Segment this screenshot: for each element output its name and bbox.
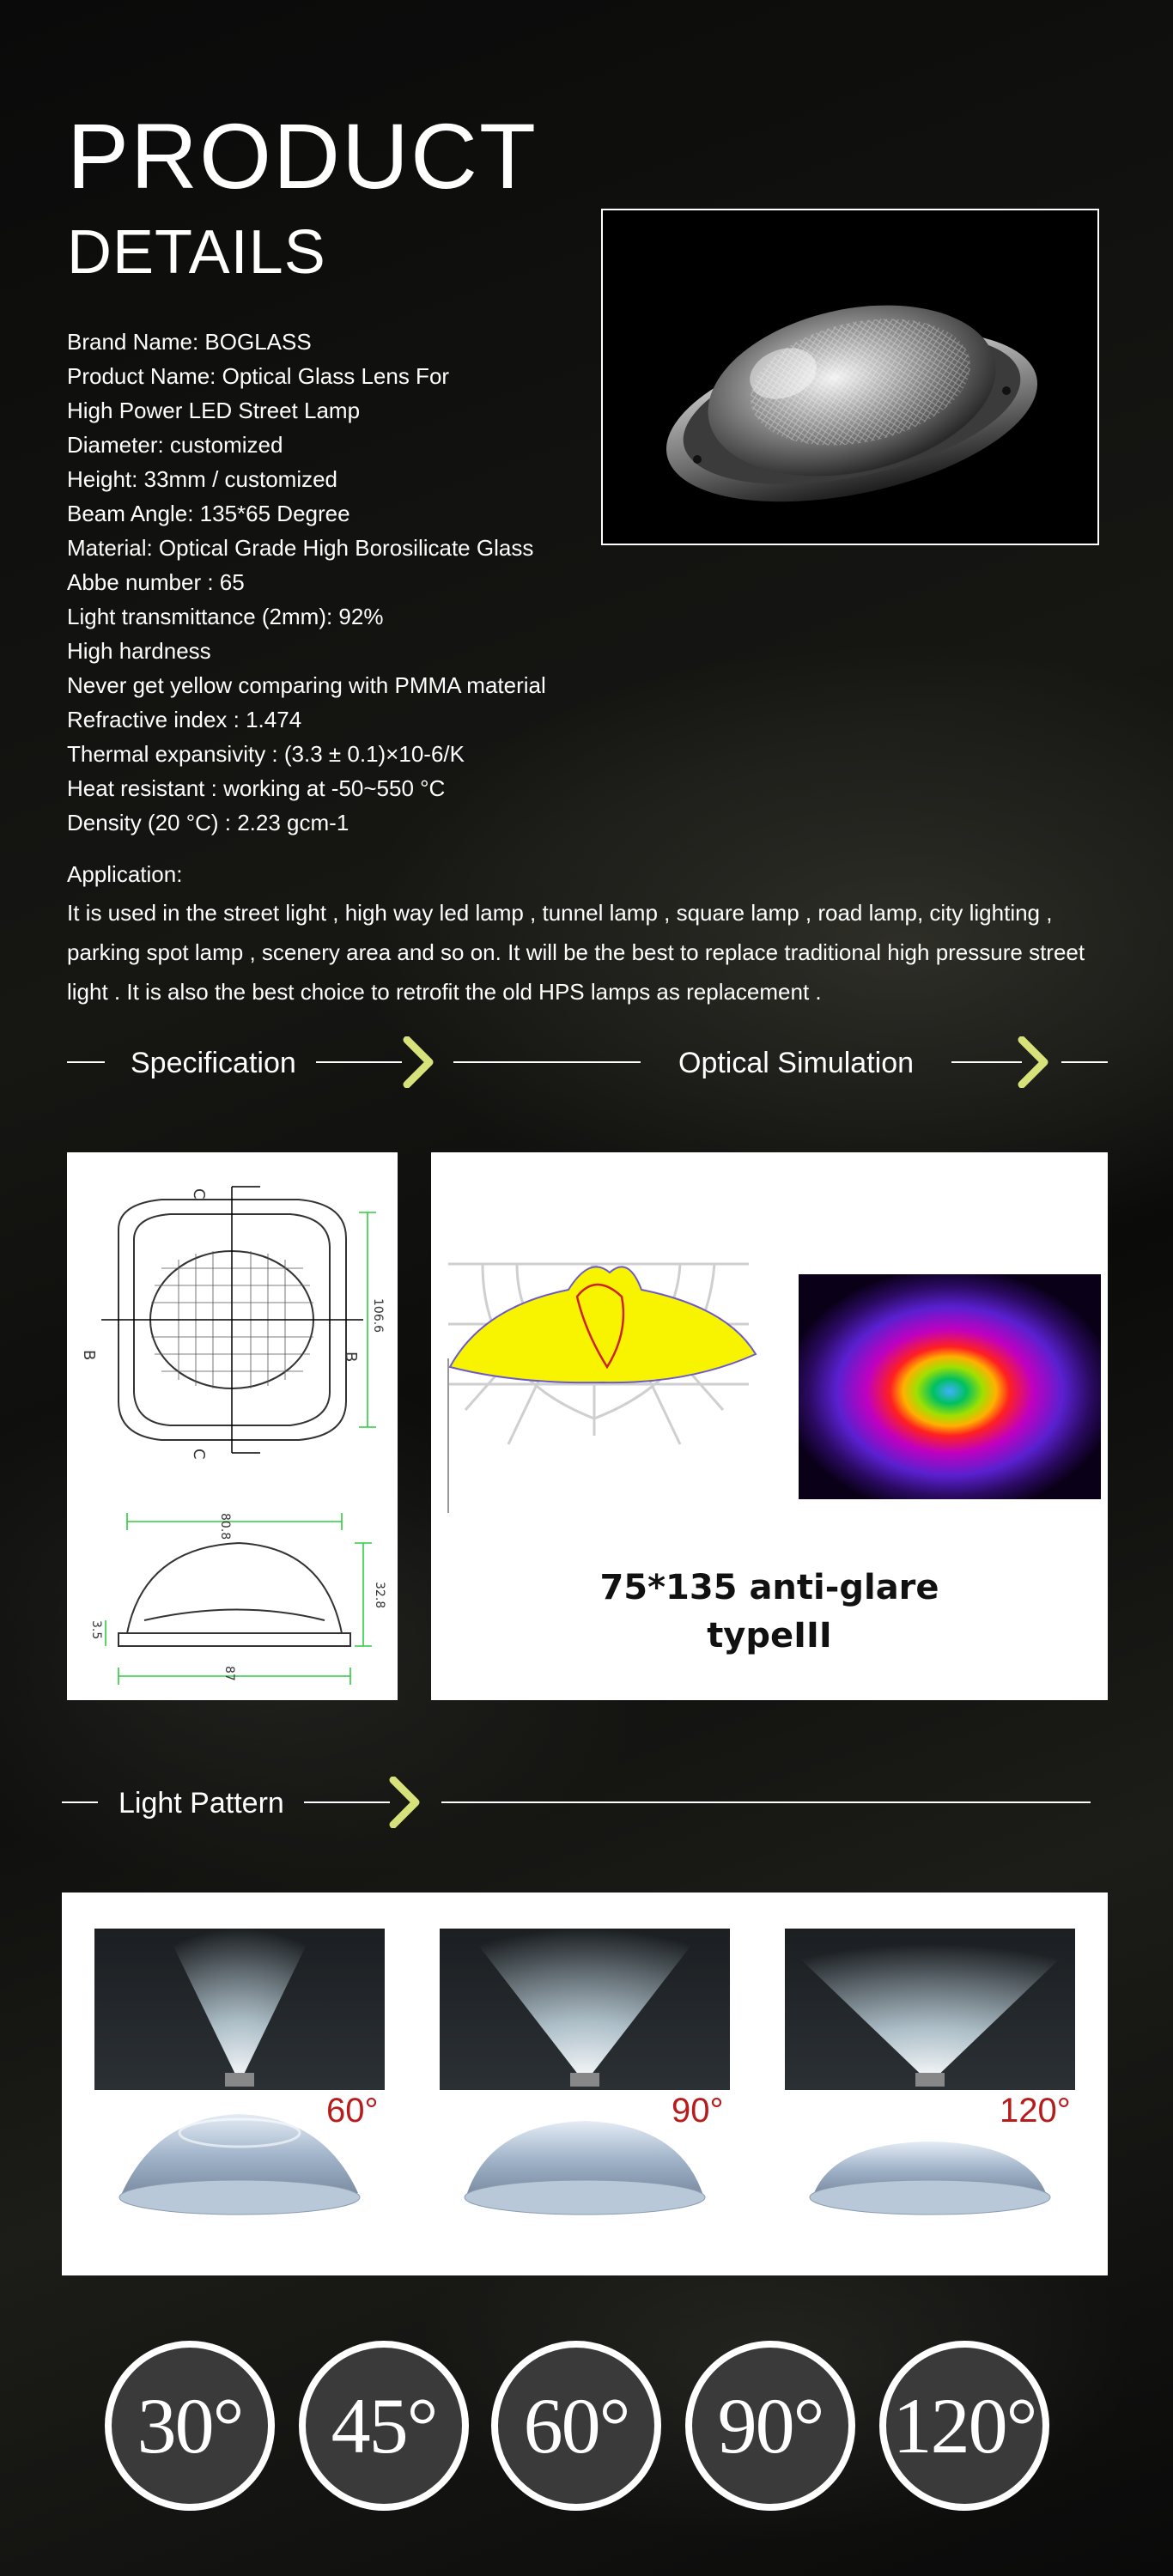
technical-drawing [67, 1152, 398, 1700]
drawing-dimension: 87 [222, 1666, 236, 1681]
beam-angle-badge [105, 2341, 275, 2511]
divider-line [62, 1801, 98, 1803]
beam-angle-value: 90° [717, 2382, 824, 2470]
simulation-caption-line1: 75*135 anti-glare [599, 1568, 939, 1607]
spec-item: High Power LED Street Lamp [67, 398, 361, 423]
spec-item: Abbe number : 65 [67, 569, 245, 595]
light-pattern-degree: 60° [326, 2092, 379, 2129]
spec-list [67, 325, 617, 840]
beam-angle-value: 45° [331, 2382, 437, 2470]
light-pattern-graphics [62, 1893, 1108, 2275]
drawing-dimension: 32.8 [373, 1582, 386, 1609]
section-title-specification: Specification [131, 1047, 296, 1079]
chevron-right-icon [386, 1777, 426, 1828]
application-line: light . It is also the best choice to retrofit the old HPS lamps as replacement . [67, 979, 822, 1005]
beam-angle-value: 120° [892, 2382, 1036, 2470]
spec-item: Diameter: customized [67, 432, 283, 458]
spec-item: Height: 33mm / customized [67, 466, 338, 492]
light-pattern-degree: 90° [672, 2092, 724, 2129]
spec-item: Thermal expansivity : (3.3 ± 0.1)×10-6/K [67, 741, 465, 767]
beam-angle-value: 30° [137, 2382, 243, 2470]
drawing-label: C [190, 1188, 208, 1200]
spec-item: High hardness [67, 638, 211, 664]
drawing-label: C [190, 1449, 208, 1460]
divider-line [1061, 1061, 1108, 1063]
spec-item: Light transmittance (2mm): 92% [67, 604, 384, 629]
drawing-label: B [342, 1352, 360, 1363]
chevron-right-icon [400, 1036, 440, 1088]
application-label: Application: [67, 861, 183, 887]
beam-angle-badge [299, 2341, 469, 2511]
divider-line [316, 1061, 402, 1063]
simulation-graphics [431, 1152, 1108, 1547]
divider-line [304, 1801, 390, 1803]
spec-item: Never get yellow comparing with PMMA material [67, 672, 546, 698]
divider-line [951, 1061, 1022, 1063]
spec-item: Heat resistant : working at -50~550 °C [67, 775, 446, 801]
application-line: parking spot lamp , scenery area and so on. It will be the best to replace traditional high pressure street [67, 939, 1085, 965]
beam-angle-badge [685, 2341, 855, 2511]
optical-simulation-panel [431, 1152, 1108, 1700]
page-subtitle: DETAILS [67, 218, 326, 287]
application-text [67, 893, 1097, 1012]
divider-line [441, 1801, 1091, 1803]
application-line: It is used in the street light , high way led lamp , tunnel lamp , square lamp , road lamp, city lighting , [67, 900, 1053, 926]
spec-item: Material: Optical Grade High Borosilicate Glass [67, 535, 534, 561]
spec-item: Brand Name: BOGLASS [67, 329, 312, 355]
beam-angle-value: 60° [523, 2382, 629, 2470]
lens-photo-illustration [603, 210, 1099, 545]
drawing-dimension: 80.8 [218, 1513, 232, 1540]
beam-angle-badge [491, 2341, 661, 2511]
drawing-dimension: 3.5 [89, 1620, 103, 1640]
page-title: PRODUCT [67, 104, 538, 208]
divider-line [453, 1061, 641, 1063]
divider-line [67, 1061, 105, 1063]
light-pattern-panel [62, 1893, 1108, 2275]
section-title-optical-simulation: Optical Simulation [678, 1047, 915, 1079]
spec-item: Density (20 °C) : 2.23 gcm-1 [67, 810, 349, 835]
spec-item: Refractive index : 1.474 [67, 707, 302, 732]
product-photo [601, 209, 1099, 545]
drawing-label: B [80, 1350, 98, 1361]
spec-item: Product Name: Optical Glass Lens For [67, 363, 450, 389]
drawing-dimension: 106.6 [371, 1298, 385, 1334]
spec-item: Beam Angle: 135*65 Degree [67, 501, 350, 526]
section-title-light-pattern: Light Pattern [119, 1787, 284, 1820]
chevron-right-icon [1015, 1036, 1054, 1088]
simulation-caption-line2: typeIII [707, 1616, 832, 1656]
light-pattern-degree: 120° [1000, 2092, 1071, 2129]
beam-angle-badge [879, 2341, 1049, 2511]
specification-drawing-panel [67, 1152, 398, 1700]
